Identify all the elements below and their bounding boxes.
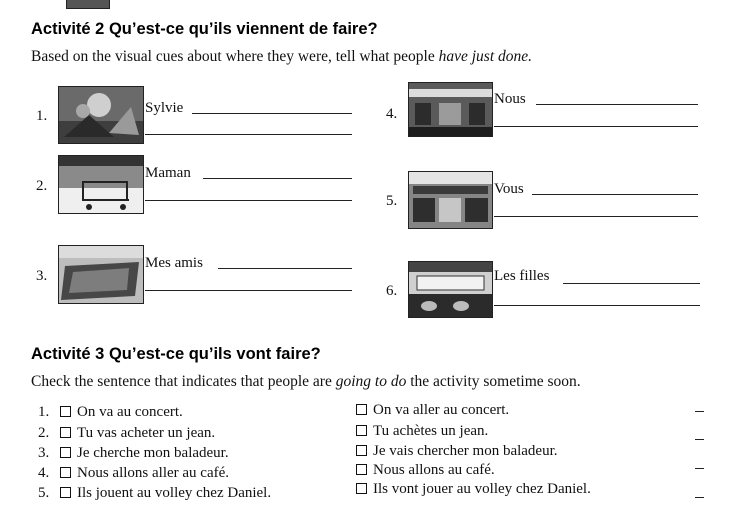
item-number: 3. bbox=[38, 445, 50, 461]
item-number: 4. bbox=[38, 465, 50, 481]
item-number: 4. bbox=[386, 106, 398, 122]
activity3-title: Activité 3 Qu’est-ce qu’ils vont faire? bbox=[31, 345, 321, 363]
item-number: 6. bbox=[386, 283, 398, 299]
answer-line[interactable] bbox=[145, 200, 352, 201]
checkbox[interactable] bbox=[356, 483, 367, 494]
checkbox[interactable] bbox=[60, 427, 71, 438]
subject-label: Maman bbox=[145, 165, 191, 181]
item-number: 2. bbox=[38, 425, 50, 441]
answer-line[interactable] bbox=[145, 290, 352, 291]
choice-label: Ils jouent au volley chez Daniel. bbox=[77, 485, 272, 501]
choice-row-right bbox=[356, 462, 495, 479]
item-number: 1. bbox=[38, 404, 50, 420]
choice-row-left bbox=[38, 445, 229, 462]
answer-line[interactable] bbox=[218, 268, 352, 269]
subject-label: Sylvie bbox=[145, 100, 184, 116]
choice-label: Je vais chercher mon baladeur. bbox=[373, 443, 558, 459]
answer-line[interactable] bbox=[494, 126, 698, 127]
choice-row-left bbox=[38, 404, 183, 421]
item-number: 5. bbox=[38, 485, 50, 501]
choice-label: Je cherche mon baladeur. bbox=[77, 445, 229, 461]
answer-line[interactable] bbox=[532, 194, 698, 195]
picture-pool bbox=[58, 245, 144, 304]
choice-row-right bbox=[356, 443, 558, 460]
margin-mark bbox=[695, 497, 704, 498]
choice-label: Tu achètes un jean. bbox=[373, 423, 489, 439]
picture-ceremony bbox=[58, 86, 144, 144]
choice-label: Nous allons au café. bbox=[373, 462, 495, 478]
choice-row-left bbox=[38, 465, 229, 482]
picture-shop-window bbox=[408, 171, 493, 229]
choice-row-right bbox=[356, 423, 488, 440]
picture-storefront bbox=[408, 82, 493, 137]
subject-label: Mes amis bbox=[145, 255, 203, 271]
item-number: 2. bbox=[36, 178, 48, 194]
checkbox[interactable] bbox=[356, 445, 367, 456]
answer-line[interactable] bbox=[494, 305, 700, 306]
answer-line[interactable] bbox=[536, 104, 698, 105]
activity3-instruction: Check the sentence that indicates that people are going to do the activity sometime soon. bbox=[31, 373, 581, 390]
subject-label: Nous bbox=[494, 91, 526, 107]
answer-line[interactable] bbox=[563, 283, 700, 284]
activity2-title: Activité 2 Qu’est-ce qu’ils viennent de faire? bbox=[31, 20, 378, 38]
subject-label: Les filles bbox=[494, 268, 550, 284]
item-number: 3. bbox=[36, 268, 48, 284]
choice-row-left bbox=[38, 425, 215, 442]
top-illustration-fragment bbox=[66, 0, 110, 9]
choice-row-left bbox=[38, 485, 271, 502]
checkbox[interactable] bbox=[60, 467, 71, 478]
margin-mark bbox=[695, 439, 704, 440]
picture-shopping-cart bbox=[58, 155, 144, 214]
answer-line[interactable] bbox=[145, 134, 352, 135]
subject-label: Vous bbox=[494, 181, 524, 197]
choice-row-right bbox=[356, 402, 509, 419]
checkbox[interactable] bbox=[60, 406, 71, 417]
activity2-instruction: Based on the visual cues about where they were, tell what people have just done. bbox=[31, 48, 533, 65]
margin-mark bbox=[695, 468, 704, 469]
picture-cinema bbox=[408, 261, 493, 318]
choice-label: On va aller au concert. bbox=[373, 402, 510, 418]
margin-mark bbox=[695, 411, 704, 412]
choice-label: Ils vont jouer au volley chez Daniel. bbox=[373, 481, 591, 497]
item-number: 5. bbox=[386, 193, 398, 209]
checkbox[interactable] bbox=[356, 425, 367, 436]
answer-line[interactable] bbox=[494, 216, 698, 217]
answer-line[interactable] bbox=[192, 113, 352, 114]
choice-label: Nous allons aller au café. bbox=[77, 465, 230, 481]
checkbox[interactable] bbox=[60, 447, 71, 458]
checkbox[interactable] bbox=[356, 404, 367, 415]
checkbox[interactable] bbox=[356, 464, 367, 475]
item-number: 1. bbox=[36, 108, 48, 124]
choice-label: Tu vas acheter un jean. bbox=[77, 425, 216, 441]
choice-row-right bbox=[356, 481, 591, 498]
answer-line[interactable] bbox=[203, 178, 352, 179]
checkbox[interactable] bbox=[60, 487, 71, 498]
choice-label: On va au concert. bbox=[77, 404, 183, 420]
